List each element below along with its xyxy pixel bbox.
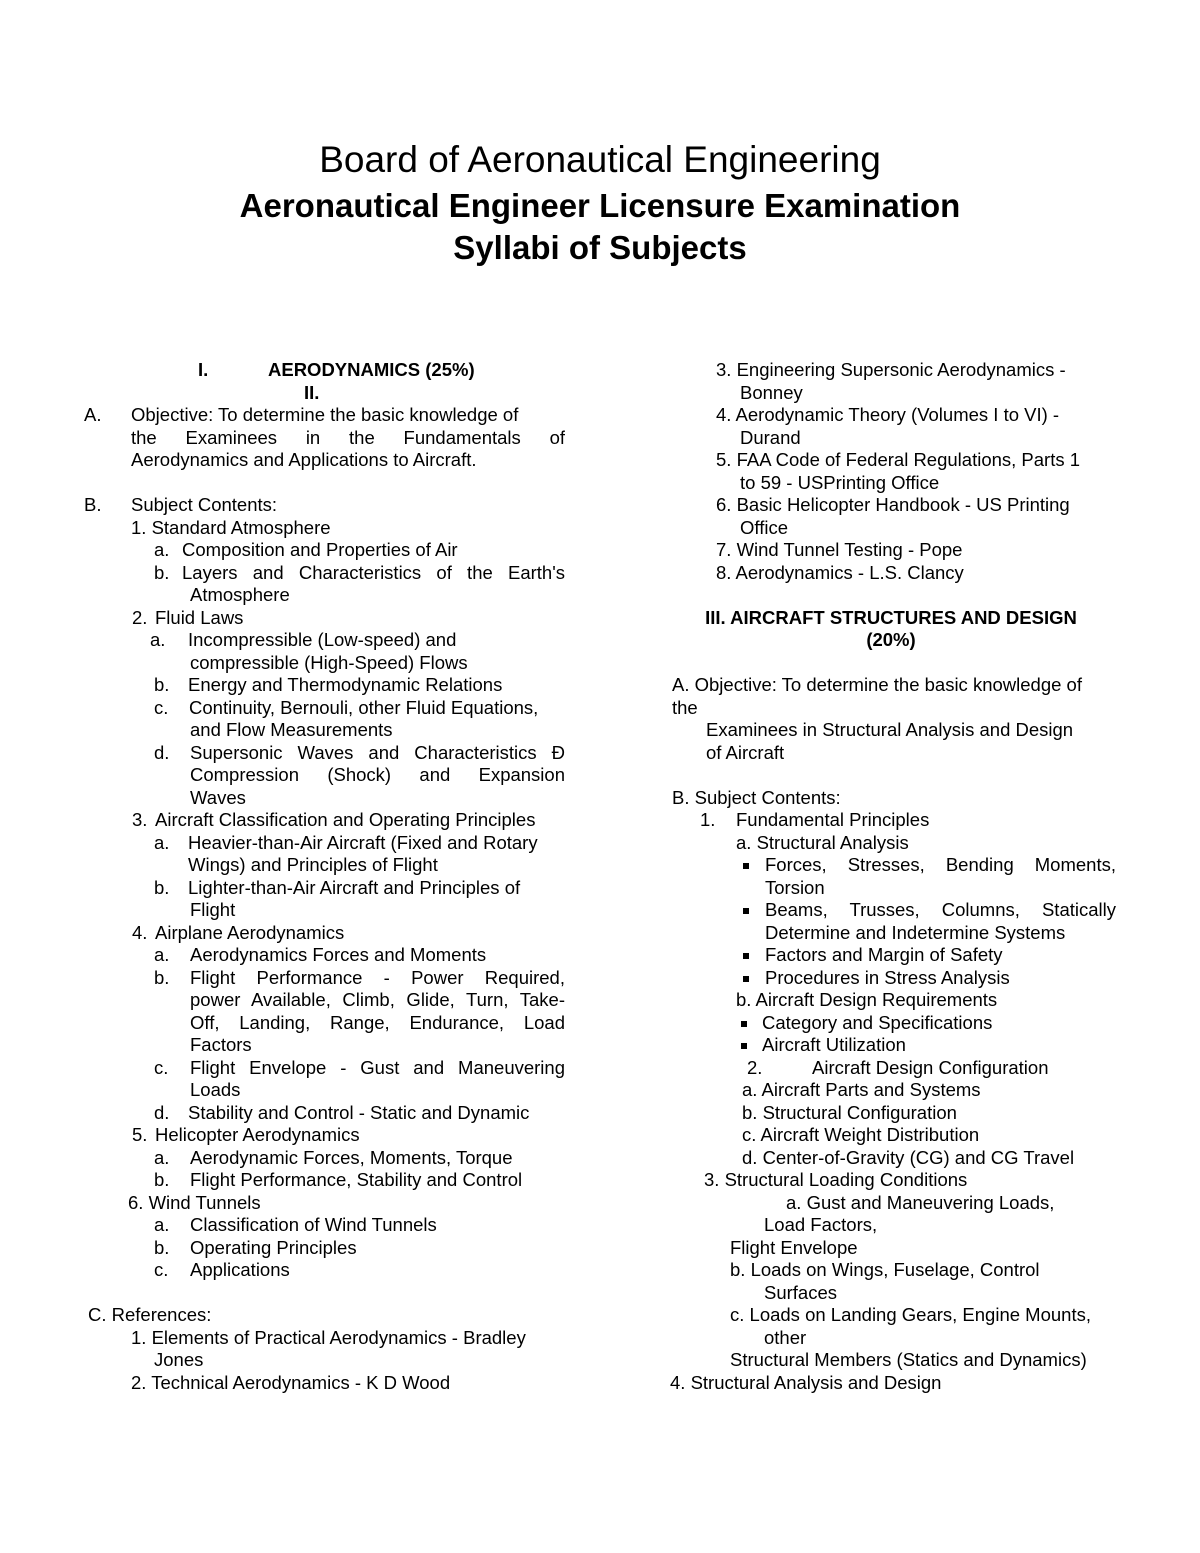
item-text: power Available, Climb, Glide, Turn, Take- <box>190 989 565 1010</box>
list-item <box>660 1102 1122 1125</box>
list-item <box>82 584 572 607</box>
list-item <box>660 1034 1122 1057</box>
list-item <box>660 1192 1122 1215</box>
square-bullet-icon <box>743 863 749 869</box>
list-item <box>82 674 572 697</box>
list-item <box>660 404 1122 427</box>
item-marker: b. <box>154 876 170 898</box>
list-item <box>82 1034 572 1057</box>
list-item <box>660 832 1122 855</box>
item-text: Aerodynamic Forces, Moments, Torque <box>190 1146 513 1168</box>
item-text: Examinees in Structural Analysis and Design <box>706 719 1074 740</box>
item-text: 3. Engineering Supersonic Aerodynamics - <box>716 359 1066 380</box>
item-marker: A. <box>84 404 102 425</box>
list-item <box>660 1304 1122 1327</box>
list-item <box>82 1124 572 1147</box>
square-bullet-icon <box>743 908 749 914</box>
item-text: Determine and Indetermine Systems <box>765 921 1066 943</box>
list-item <box>660 854 1122 877</box>
list-item <box>82 922 572 945</box>
item-text: Structural Members (Statics and Dynamics) <box>730 1349 1087 1370</box>
item-text: b. Loads on Wings, Fuselage, Control <box>730 1259 1040 1280</box>
item-text: c. Loads on Landing Gears, Engine Mounts, <box>730 1304 1091 1325</box>
list-item <box>82 1147 572 1170</box>
item-text: C. References: <box>88 1304 212 1325</box>
item-text: d. Center-of-Gravity (CG) and CG Travel <box>742 1146 1075 1168</box>
item-text: a. Aircraft Parts and Systems <box>742 1079 981 1100</box>
item-text: Category and Specifications <box>762 1011 993 1033</box>
item-text: 8. Aerodynamics - L.S. Clancy <box>716 561 964 583</box>
list-item <box>660 1349 1122 1372</box>
section-number: I. <box>198 359 209 380</box>
item-text: the <box>672 696 698 718</box>
list-item <box>660 1012 1122 1035</box>
list-item <box>660 1237 1122 1260</box>
list-item <box>660 1057 1122 1080</box>
item-text: Torsion <box>765 876 825 898</box>
list-item <box>82 989 572 1012</box>
item-text: Aerodynamics and Applications to Aircraft. <box>131 449 477 470</box>
list-item <box>660 1169 1122 1192</box>
list-item <box>82 787 572 810</box>
list-item <box>660 517 1122 540</box>
item-text: and Flow Measurements <box>190 719 393 740</box>
item-text: 4. Aerodynamic Theory (Volumes I to VI) - <box>716 404 1060 425</box>
section-title: (20%) <box>866 629 916 650</box>
square-bullet-icon <box>741 1021 747 1027</box>
list-item <box>82 494 572 517</box>
item-text: Procedures in Stress Analysis <box>765 966 1010 988</box>
item-text: Operating Principles <box>190 1236 357 1258</box>
item-text: Airplane Aerodynamics <box>155 921 345 943</box>
list-item <box>660 944 1122 967</box>
item-text: 6. Wind Tunnels <box>128 1191 261 1213</box>
list-item <box>82 742 572 765</box>
item-text: Supersonic Waves and Characteristics Đ <box>190 741 565 763</box>
square-bullet-icon <box>743 953 749 959</box>
item-marker: a. <box>150 629 166 650</box>
item-marker: 2. <box>747 1056 763 1078</box>
list-item <box>82 1192 572 1215</box>
item-text: of Aircraft <box>706 741 785 763</box>
item-marker: d. <box>154 1101 170 1123</box>
item-text: Office <box>740 516 788 538</box>
item-text: Helicopter Aerodynamics <box>155 1124 360 1145</box>
item-text: a. Structural Analysis <box>736 831 909 853</box>
item-text: Waves <box>190 786 246 808</box>
list-item <box>82 539 572 562</box>
item-marker: b. <box>154 1236 170 1258</box>
list-item <box>82 832 572 855</box>
item-marker: c. <box>154 1056 169 1078</box>
list-item <box>82 1237 572 1260</box>
item-text: Aircraft Classification and Operating Principles <box>155 809 536 830</box>
item-marker: c. <box>154 696 169 718</box>
item-text: Atmosphere <box>190 584 290 605</box>
list-item <box>660 719 1122 742</box>
item-text: Flight Performance - Power Required, <box>190 966 565 988</box>
list-item <box>82 899 572 922</box>
list-item <box>660 989 1122 1012</box>
item-text: other <box>764 1326 807 1348</box>
list-item <box>660 1327 1122 1350</box>
item-text: Layers and Characteristics of the Earth's <box>182 561 565 583</box>
section-title: III. AIRCRAFT STRUCTURES AND DESIGN <box>705 606 1077 628</box>
item-text: Aircraft Utilization <box>762 1034 906 1055</box>
item-marker: B. <box>84 494 102 515</box>
syllabi-title: Syllabi of Subjects <box>453 229 747 266</box>
item-text: Aircraft Design Configuration <box>812 1056 1049 1078</box>
item-text: b. Aircraft Design Requirements <box>736 989 998 1010</box>
item-text: compressible (High-Speed) Flows <box>190 651 468 673</box>
item-text: to 59 - USPrinting Office <box>740 471 940 493</box>
square-bullet-icon <box>741 1043 747 1049</box>
item-text: Surfaces <box>764 1281 838 1303</box>
item-marker: 3. <box>132 809 148 830</box>
list-item <box>660 1124 1122 1147</box>
list-item <box>660 449 1122 472</box>
list-item <box>660 1214 1122 1237</box>
item-text: Continuity, Bernouli, other Fluid Equations, <box>189 696 539 718</box>
item-marker: a. <box>154 539 170 560</box>
item-text: Flight Envelope - Gust and Maneuvering <box>190 1056 565 1078</box>
item-text: Flight Envelope <box>730 1236 858 1258</box>
list-item <box>660 899 1122 922</box>
list-item <box>660 494 1122 517</box>
item-text: Wings) and Principles of Flight <box>188 854 438 875</box>
item-text: Heavier-than-Air Aircraft (Fixed and Rotary <box>188 831 538 853</box>
list-item <box>660 742 1122 765</box>
list-item <box>82 764 572 787</box>
list-item <box>82 719 572 742</box>
item-marker: a. <box>154 944 170 965</box>
item-text: Bonney <box>740 381 803 403</box>
item-text: Beams, Trusses, Columns, Statically <box>765 899 1116 920</box>
list-item <box>82 1327 572 1350</box>
item-text: Lighter-than-Air Aircraft and Principles of <box>188 876 521 898</box>
list-item <box>82 1304 572 1327</box>
list-item <box>660 787 1122 810</box>
item-text: Classification of Wind Tunnels <box>190 1214 437 1235</box>
item-marker: 1. <box>700 809 716 830</box>
item-text: Off, Landing, Range, Endurance, Load <box>190 1011 565 1033</box>
item-text: Energy and Thermodynamic Relations <box>188 674 503 695</box>
item-text: Subject Contents: <box>131 494 278 515</box>
list-item <box>82 967 572 990</box>
item-text: Incompressible (Low-speed) and <box>188 629 457 650</box>
list-item <box>82 629 572 652</box>
section-heading <box>82 382 572 405</box>
item-text: Forces, Stresses, Bending Moments, <box>765 854 1116 875</box>
item-marker: a. <box>154 831 170 853</box>
list-item <box>82 1079 572 1102</box>
square-bullet-icon <box>743 976 749 982</box>
list-item <box>82 404 572 427</box>
item-text: Compression (Shock) and Expansion <box>190 764 565 785</box>
item-text: Durand <box>740 426 801 448</box>
list-item <box>660 1259 1122 1282</box>
list-item <box>82 854 572 877</box>
list-item <box>82 877 572 900</box>
item-text: Loads <box>190 1079 241 1100</box>
list-item <box>82 449 572 472</box>
item-text: 1. Standard Atmosphere <box>131 516 331 538</box>
section-number: II. <box>304 381 320 403</box>
list-item <box>660 809 1122 832</box>
list-item <box>82 809 572 832</box>
item-text: 3. Structural Loading Conditions <box>704 1169 968 1190</box>
list-item <box>82 697 572 720</box>
list-item <box>82 562 572 585</box>
item-text: Aerodynamics Forces and Moments <box>190 944 487 965</box>
item-text: 6. Basic Helicopter Handbook - US Printing <box>716 494 1070 515</box>
list-item <box>82 427 572 450</box>
section-heading <box>82 359 572 382</box>
item-marker: a. <box>154 1146 170 1168</box>
item-text: Fluid Laws <box>155 606 244 628</box>
section-heading <box>660 607 1122 630</box>
item-marker: b. <box>154 674 170 695</box>
item-text: Jones <box>154 1349 204 1370</box>
list-item <box>82 1169 572 1192</box>
list-item <box>660 427 1122 450</box>
list-item <box>660 1372 1122 1395</box>
list-item <box>660 539 1122 562</box>
list-item <box>82 944 572 967</box>
list-item <box>660 967 1122 990</box>
item-text: c. Aircraft Weight Distribution <box>742 1124 980 1145</box>
list-item <box>82 652 572 675</box>
item-marker: 4. <box>132 921 148 943</box>
item-marker: a. <box>154 1214 170 1235</box>
list-item <box>660 382 1122 405</box>
list-item <box>660 922 1122 945</box>
item-text: Stability and Control - Static and Dynamic <box>188 1101 530 1123</box>
list-item <box>82 1057 572 1080</box>
list-item <box>660 674 1122 697</box>
item-text: 5. FAA Code of Federal Regulations, Parts 1 <box>716 449 1081 470</box>
list-item <box>82 1012 572 1035</box>
board-title: Board of Aeronautical Engineering <box>319 139 881 180</box>
exam-title: Aeronautical Engineer Licensure Examination <box>239 187 961 224</box>
list-item <box>82 1102 572 1125</box>
list-item <box>660 472 1122 495</box>
item-marker: d. <box>154 741 170 763</box>
item-marker: c. <box>154 1259 169 1280</box>
item-text: 7. Wind Tunnel Testing - Pope <box>716 539 963 560</box>
item-text: Composition and Properties of Air <box>182 539 458 560</box>
list-item <box>660 562 1122 585</box>
item-marker: 2. <box>132 606 148 628</box>
list-item <box>82 1259 572 1282</box>
item-text: Flight Performance, Stability and Control <box>190 1169 523 1190</box>
list-item <box>82 517 572 540</box>
list-item <box>660 1147 1122 1170</box>
item-text: b. Structural Configuration <box>742 1101 957 1123</box>
item-marker: b. <box>154 966 170 988</box>
list-item <box>660 1282 1122 1305</box>
item-text: B. Subject Contents: <box>672 786 841 808</box>
item-text: Applications <box>190 1259 290 1280</box>
list-item <box>660 359 1122 382</box>
section-heading <box>660 629 1122 652</box>
item-text: Objective: To determine the basic knowledge of <box>131 404 519 425</box>
item-text: a. Gust and Maneuvering Loads, <box>786 1191 1055 1213</box>
item-marker: b. <box>154 1169 170 1190</box>
item-text: A. Objective: To determine the basic knowledge of <box>672 674 1082 695</box>
list-item <box>660 877 1122 900</box>
item-marker: b. <box>154 561 170 583</box>
list-item <box>660 697 1122 720</box>
item-marker: 5. <box>132 1124 148 1145</box>
item-text: 1. Elements of Practical Aerodynamics - Bradley <box>131 1326 526 1348</box>
item-text: Fundamental Principles <box>736 809 930 830</box>
list-item <box>82 1349 572 1372</box>
list-item <box>660 1079 1122 1102</box>
item-text: the Examinees in the Fundamentals of <box>131 426 565 448</box>
list-item <box>82 1214 572 1237</box>
list-item <box>82 1372 572 1395</box>
item-text: 2. Technical Aerodynamics - K D Wood <box>131 1371 451 1393</box>
item-text: 4. Structural Analysis and Design <box>670 1371 942 1393</box>
item-text: Flight <box>190 899 236 920</box>
section-title: AERODYNAMICS (25%) <box>268 359 475 380</box>
item-text: Factors <box>190 1034 252 1055</box>
item-text: Load Factors, <box>764 1214 878 1235</box>
item-text: Factors and Margin of Safety <box>765 944 1003 965</box>
list-item <box>82 607 572 630</box>
